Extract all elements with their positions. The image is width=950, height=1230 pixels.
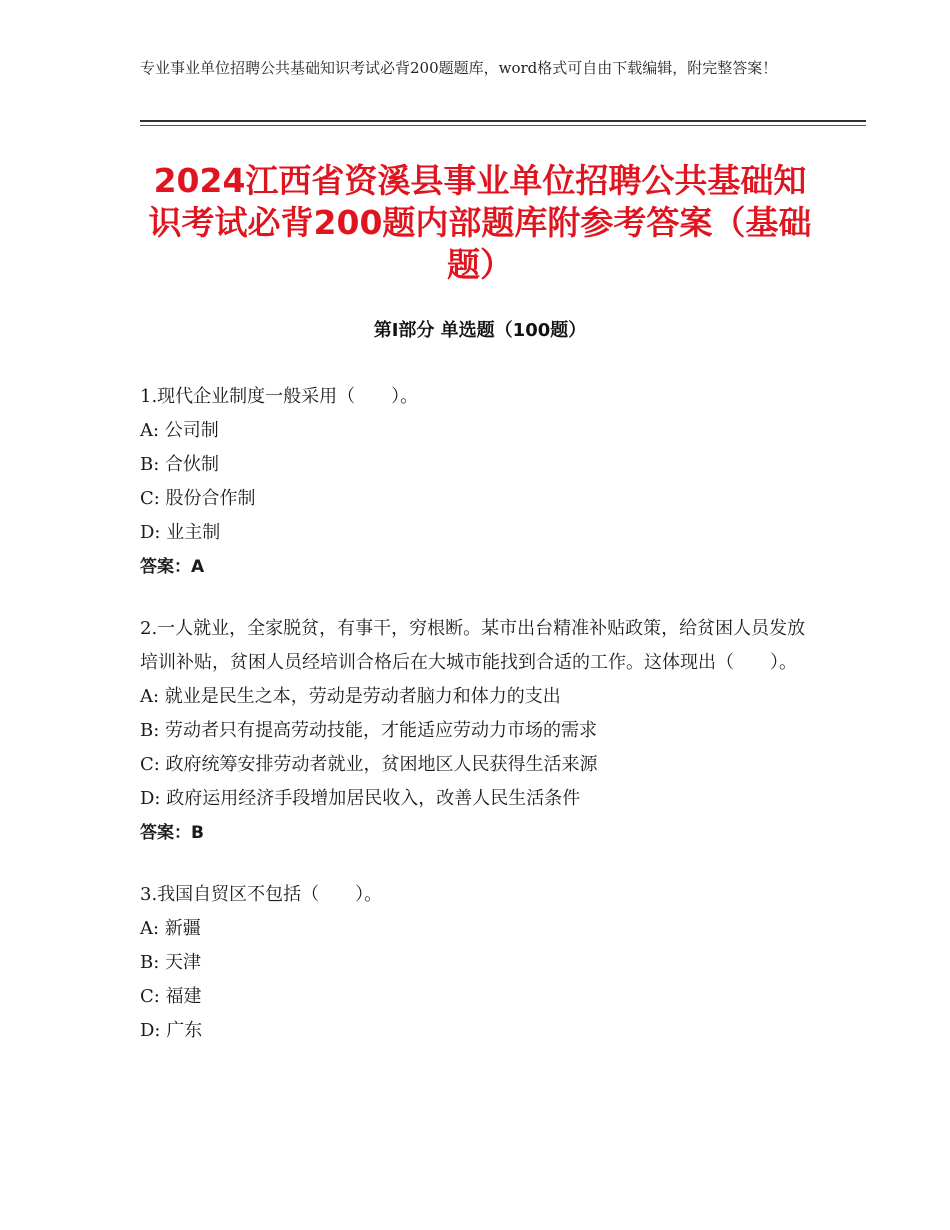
- question-1: [140, 380, 820, 584]
- header-note: 专业事业单位招聘公共基础知识考试必背200题题库，word格式可自由下载编辑，附完整答案！: [140, 59, 778, 77]
- option-d: D: 政府运用经济手段增加居民收入，改善人民生活条件: [140, 788, 581, 809]
- question-stem: 1.现代企业制度一般采用（ ）。: [140, 386, 419, 407]
- option-d: D: 业主制: [140, 522, 221, 543]
- header-rule-thick: [140, 120, 866, 122]
- option-a: A: 公司制: [140, 420, 219, 441]
- question-stem: 3.我国自贸区不包括（ ）。: [140, 884, 383, 905]
- option-b: B: 天津: [140, 952, 202, 973]
- question-2: [140, 612, 820, 850]
- question-3: [140, 878, 820, 1048]
- header-rule-thin: [140, 125, 866, 126]
- option-a: A: 新疆: [140, 918, 201, 939]
- answer: 答案：B: [140, 823, 204, 843]
- option-c: C: 政府统筹安排劳动者就业，贫困地区人民获得生活来源: [140, 754, 598, 775]
- option-a: A: 就业是民生之本，劳动是劳动者脑力和体力的支出: [140, 686, 561, 707]
- option-c: C: 福建: [140, 986, 202, 1007]
- question-list: [140, 380, 820, 1076]
- option-b: B: 劳动者只有提高劳动技能，才能适应劳动力市场的需求: [140, 720, 598, 741]
- option-b: B: 合伙制: [140, 454, 220, 475]
- option-c: C: 股份合作制: [140, 488, 256, 509]
- document-title: 2024江西省资溪县事业单位招聘公共基础知识考试必背200题内部题库附参考答案（基础题）: [148, 161, 812, 284]
- question-stem: 2.一人就业，全家脱贫，有事干，穷根断。某市出台精准补贴政策，给贫困人员发放培训补贴，贫困人员经培训合格后在大城市能找到合适的工作。这体现出（ ）。: [140, 618, 806, 673]
- section-heading: 第Ⅰ部分 单选题（100题）: [373, 320, 587, 341]
- answer: 答案：A: [140, 557, 205, 577]
- option-d: D: 广东: [140, 1020, 203, 1041]
